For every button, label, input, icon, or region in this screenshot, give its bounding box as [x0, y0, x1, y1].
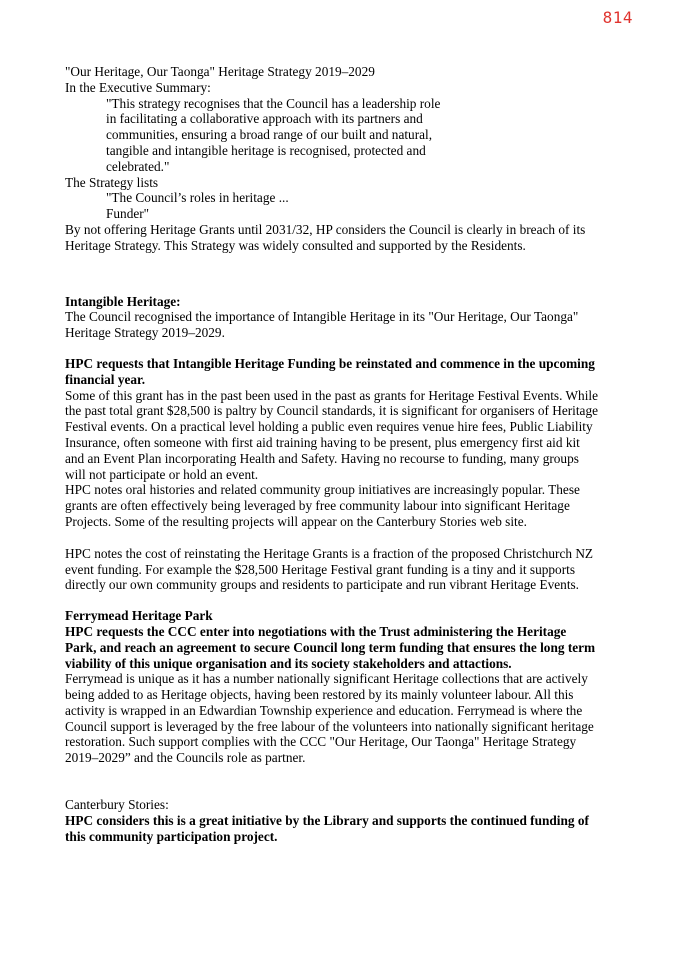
roles-quote — [65, 190, 625, 222]
intangible-request-line: HPC requests that Intangible Heritage Funding be reinstated and commence in the upcoming — [65, 355, 595, 371]
canterbury-statement-line: HPC considers this is a great initiative by the Library and supports the continued funding of — [65, 812, 589, 828]
ferrymead-heading: Ferrymead Heritage Park — [65, 608, 213, 624]
quote-line: communities, ensuring a broad range of our built and natural, — [106, 127, 433, 143]
exec-summary-label: In the Executive Summary: — [65, 79, 211, 95]
spacer — [65, 530, 625, 546]
paragraph-line: being added to as Heritage objects, having been restored by its mainly volunteer labour. All this — [65, 687, 574, 703]
strategy-section — [65, 64, 625, 254]
roles-line: Funder" — [106, 206, 150, 222]
strategy-quote — [65, 96, 625, 175]
paragraph-line: Projects. Some of the resulting projects will appear on the Canterbury Stories web site. — [65, 513, 527, 529]
document-body — [65, 64, 625, 844]
paragraph-line: activity is wrapped in an Edwardian Township experience and education. Ferrymead is where the — [65, 702, 583, 718]
paragraph-line: HPC notes oral histories and related community group initiatives are increasingly popular. These — [65, 482, 580, 498]
paragraph-line: restoration. Such support complies with the CCC "Our Heritage, Our Taonga" Heritage Strategy — [65, 734, 577, 750]
spacer — [65, 593, 625, 608]
canterbury-heading: Canterbury Stories: — [65, 797, 169, 813]
intangible-intro-line: Heritage Strategy 2019–2029. — [65, 325, 225, 341]
spacer — [65, 254, 625, 294]
intangible-section — [65, 294, 625, 594]
quote-line: "This strategy recognises that the Council has a leadership role — [106, 95, 441, 111]
paragraph-line: 2019–2029” and the Councils role as partner. — [65, 750, 306, 766]
paragraph-line: HPC notes the cost of reinstating the Heritage Grants is a fraction of the proposed Christchurch NZ — [65, 545, 594, 561]
strategy-title: "Our Heritage, Our Taonga" Heritage Strategy 2019–2029 — [65, 64, 375, 79]
canterbury-section — [65, 797, 625, 844]
paragraph-line: grants are often effectively being leveraged by free community labour into significant Heritage — [65, 498, 570, 514]
paragraph-line: Some of this grant has in the past been used in the past as grants for Heritage Festival Events. While — [65, 387, 598, 403]
paragraph-line: Ferrymead is unique as it has a number nationally significant Heritage collections that are actively — [65, 671, 588, 687]
paragraph-line: event funding. For example the $28,500 Heritage Festival grant funding is a tiny and it supports — [65, 561, 575, 577]
intangible-intro-line: The Council recognised the importance of Intangible Heritage in its "Our Heritage, Our Taonga" — [65, 309, 579, 325]
ferrymead-section — [65, 608, 625, 766]
canterbury-statement-line: this community participation project. — [65, 828, 278, 844]
paragraph-line: Insurance, often someone with first aid training having to be present, plus emergency first aid kit — [65, 434, 580, 450]
conclusion-line: By not offering Heritage Grants until 2031/32, HP considers the Council is clearly in breach of its — [65, 221, 586, 237]
paragraph-line: will not participate or hold an event. — [65, 466, 259, 482]
paragraph-line: the past total grant $28,500 is paltry by Council standards, it is significant for organisers of Heritage — [65, 403, 598, 419]
ferrymead-request-line: HPC requests the CCC enter into negotiations with the Trust administering the Heritage — [65, 623, 567, 639]
intangible-heading: Intangible Heritage: — [65, 293, 181, 309]
paragraph-line: directly our own community groups and residents to participate and run vibrant Heritage Events. — [65, 577, 580, 593]
page-number: 814 — [602, 8, 633, 27]
intangible-request-line: financial year. — [65, 371, 146, 387]
quote-line: in facilitating a collaborative approach with its partners and — [106, 111, 423, 127]
conclusion-line: Heritage Strategy. This Strategy was widely consulted and supported by the Residents. — [65, 237, 526, 253]
strategy-lists-label: The Strategy lists — [65, 174, 159, 190]
roles-line: "The Council’s roles in heritage ... — [106, 190, 289, 206]
ferrymead-request-line: viability of this unique organisation and its society stakeholders and attactions. — [65, 655, 512, 671]
paragraph-line: Festival events. On a practical level holding a public even requires venue hire fees, Public Liability — [65, 419, 593, 435]
paragraph-line: Council support is leveraged by the free labour of the volunteers into nationally significant heritage — [65, 718, 594, 734]
quote-line: tangible and intangible heritage is recognised, protected and — [106, 142, 426, 158]
ferrymead-request-line: Park, and reach an agreement to secure Council long term funding that ensures the long term — [65, 639, 596, 655]
quote-line: celebrated." — [106, 158, 170, 174]
paragraph-line: and an Event Plan incorporating Health and Safety. Having no recourse to funding, many groups — [65, 450, 579, 466]
spacer — [65, 341, 625, 356]
spacer — [65, 766, 625, 797]
